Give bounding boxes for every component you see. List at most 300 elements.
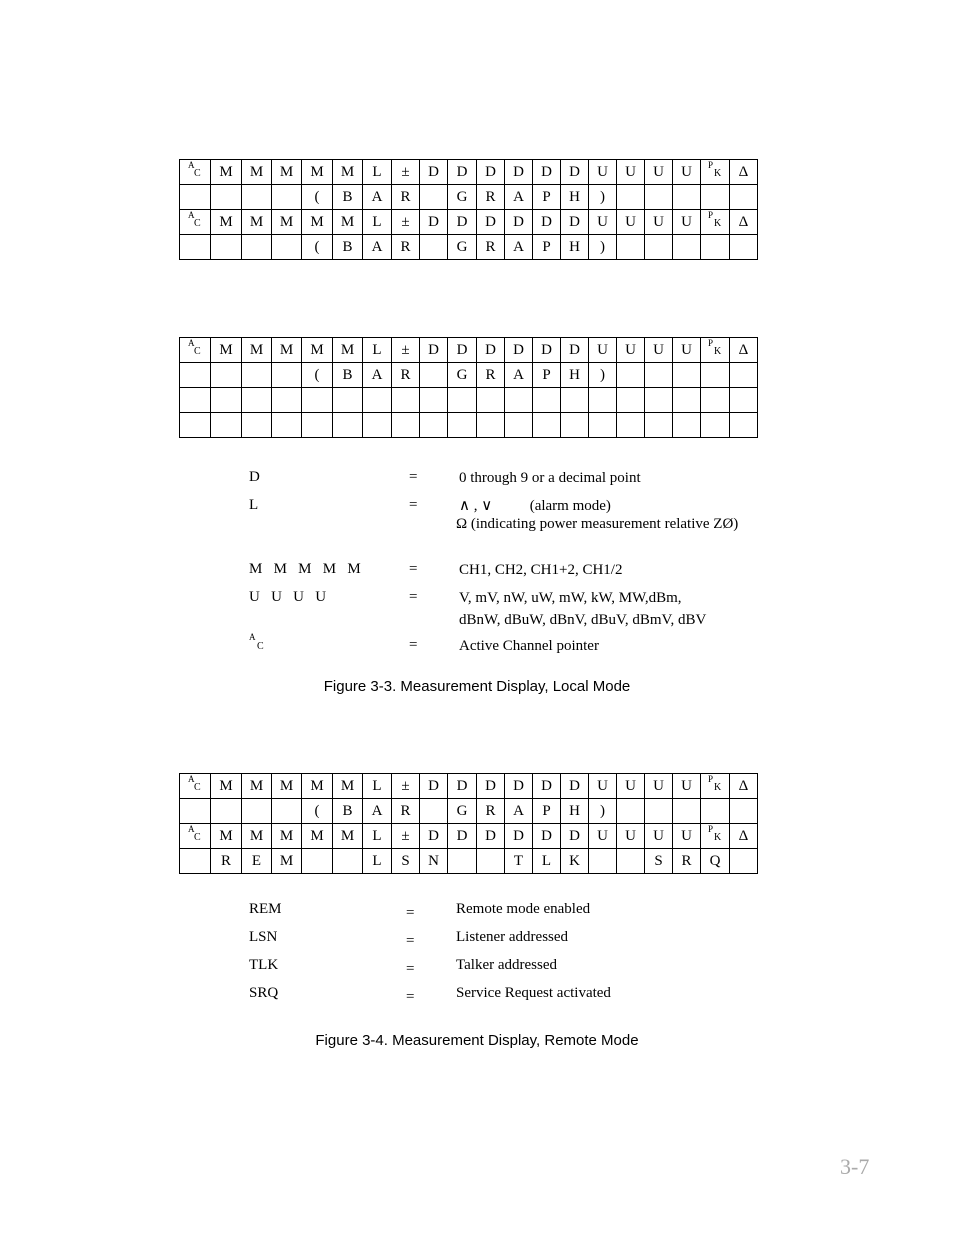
grid-cell: H <box>561 185 589 210</box>
grid-cell: M <box>333 210 363 235</box>
grid-cell: A <box>505 799 533 824</box>
grid-row <box>180 235 758 260</box>
grid-cell: U <box>617 160 645 185</box>
grid-cell: D <box>561 824 589 849</box>
grid-cell: Δ <box>730 338 758 363</box>
grid-cell: D <box>477 774 505 799</box>
grid-cell: A <box>505 363 533 388</box>
grid-cell: M <box>242 210 272 235</box>
legend-value: Listener addressed <box>456 929 569 945</box>
display-table-2 <box>179 337 758 438</box>
grid-cell <box>701 413 730 438</box>
grid-cell: ± <box>392 774 420 799</box>
grid-cell: U <box>589 210 617 235</box>
grid-cell: ) <box>589 185 617 210</box>
grid-cell <box>242 235 272 260</box>
legend-key: REM <box>249 901 282 917</box>
grid-cell: ( <box>302 235 333 260</box>
grid-cell <box>180 363 211 388</box>
grid-cell <box>589 388 617 413</box>
legend-value: Active Channel pointer <box>459 638 599 654</box>
grid-row <box>180 849 758 874</box>
grid-cell: M <box>333 824 363 849</box>
grid-cell <box>242 413 272 438</box>
grid-cell <box>701 235 730 260</box>
grid-cell: D <box>505 774 533 799</box>
peak-symbol: P K <box>708 774 722 793</box>
grid-cell: D <box>533 210 561 235</box>
grid-cell <box>617 235 645 260</box>
grid-cell <box>272 363 302 388</box>
grid-cell <box>180 774 211 799</box>
grid-cell <box>505 388 533 413</box>
legend-key: LSN <box>249 929 278 945</box>
grid-row <box>180 413 758 438</box>
grid-cell <box>420 388 448 413</box>
grid-cell: P <box>533 799 561 824</box>
grid-row <box>180 363 758 388</box>
grid-cell: M <box>302 160 333 185</box>
legend-key-ac: A C <box>249 632 264 652</box>
grid-cell: D <box>420 338 448 363</box>
grid-cell <box>211 185 242 210</box>
grid-cell <box>701 185 730 210</box>
grid-cell <box>645 363 673 388</box>
grid-cell: M <box>333 774 363 799</box>
grid-cell: N <box>420 849 448 874</box>
grid-cell: U <box>617 210 645 235</box>
grid-cell <box>645 388 673 413</box>
legend-value: Remote mode enabled <box>456 901 591 917</box>
grid-cell: D <box>505 210 533 235</box>
grid-cell <box>302 849 333 874</box>
grid-cell <box>180 799 211 824</box>
grid-cell: M <box>302 824 333 849</box>
grid-cell <box>333 849 363 874</box>
grid-cell <box>420 799 448 824</box>
grid-cell: K <box>561 849 589 874</box>
grid-cell: G <box>448 185 477 210</box>
grid-cell: R <box>477 363 505 388</box>
grid-row <box>180 160 758 185</box>
grid-cell <box>272 388 302 413</box>
grid-cell <box>533 388 561 413</box>
grid-cell: L <box>363 338 392 363</box>
grid-cell <box>673 235 701 260</box>
grid-cell: M <box>272 160 302 185</box>
grid-cell <box>617 388 645 413</box>
grid-cell <box>363 413 392 438</box>
grid-cell: R <box>673 849 701 874</box>
grid-cell <box>180 413 211 438</box>
grid-cell: U <box>673 824 701 849</box>
grid-cell <box>645 185 673 210</box>
grid-cell <box>673 363 701 388</box>
grid-cell: D <box>477 824 505 849</box>
grid-cell: U <box>589 774 617 799</box>
grid-cell: U <box>617 338 645 363</box>
grid-cell: U <box>673 210 701 235</box>
grid-cell: Q <box>701 849 730 874</box>
peak-symbol: P K <box>708 338 722 357</box>
grid-cell <box>272 413 302 438</box>
grid-cell: M <box>272 338 302 363</box>
legend-key: U U U U <box>249 589 327 605</box>
grid-cell: D <box>477 338 505 363</box>
grid-cell: D <box>505 160 533 185</box>
legend-row-rem <box>249 901 749 921</box>
grid-row <box>180 185 758 210</box>
grid-cell <box>211 363 242 388</box>
grid-cell: M <box>242 824 272 849</box>
page-number: 3-7 <box>840 1154 870 1179</box>
grid-cell <box>589 849 617 874</box>
grid-cell: U <box>673 160 701 185</box>
grid-cell <box>180 824 211 849</box>
grid-cell: M <box>272 824 302 849</box>
grid-cell: B <box>333 799 363 824</box>
grid-cell: A <box>363 185 392 210</box>
grid-cell: B <box>333 235 363 260</box>
grid-cell <box>211 388 242 413</box>
grid-cell <box>302 388 333 413</box>
grid-cell <box>730 185 758 210</box>
grid-cell <box>617 363 645 388</box>
grid-cell <box>730 388 758 413</box>
grid-cell <box>180 338 211 363</box>
grid-cell <box>701 210 730 235</box>
grid-cell: Δ <box>730 160 758 185</box>
grid-cell: A <box>363 235 392 260</box>
grid-cell <box>333 413 363 438</box>
grid-cell: ± <box>392 338 420 363</box>
grid-cell: ) <box>589 235 617 260</box>
grid-cell <box>242 388 272 413</box>
grid-cell: D <box>448 774 477 799</box>
grid-cell: M <box>333 160 363 185</box>
grid-cell: R <box>392 235 420 260</box>
grid-cell <box>420 413 448 438</box>
legend-equals: = <box>409 589 418 605</box>
grid-cell: Δ <box>730 774 758 799</box>
legend-row-srq <box>249 985 749 1005</box>
grid-cell <box>211 413 242 438</box>
grid-cell: A <box>505 185 533 210</box>
legend-key: SRQ <box>249 985 279 1001</box>
grid-cell: ( <box>302 363 333 388</box>
grid-cell: R <box>392 185 420 210</box>
grid-cell: M <box>242 774 272 799</box>
legend-equals: = <box>409 637 418 653</box>
grid-cell: L <box>363 160 392 185</box>
grid-cell: M <box>272 210 302 235</box>
active-channel-symbol: A C <box>188 338 201 357</box>
grid-cell: D <box>477 210 505 235</box>
grid-cell <box>272 235 302 260</box>
grid-cell: R <box>477 185 505 210</box>
grid-cell <box>730 849 758 874</box>
grid-row <box>180 338 758 363</box>
grid-row <box>180 774 758 799</box>
legend-key: L <box>249 497 259 513</box>
grid-cell: R <box>477 799 505 824</box>
legend-key: D <box>249 469 260 485</box>
grid-cell <box>392 388 420 413</box>
grid-cell: U <box>645 774 673 799</box>
grid-cell <box>363 388 392 413</box>
grid-cell <box>617 413 645 438</box>
grid-cell: H <box>561 235 589 260</box>
grid-cell: D <box>448 210 477 235</box>
grid-cell <box>477 849 505 874</box>
grid-cell: M <box>272 774 302 799</box>
grid-cell <box>211 235 242 260</box>
grid-cell: B <box>333 363 363 388</box>
grid-cell: T <box>505 849 533 874</box>
figure-caption-local: Figure 3-3. Measurement Display, Local Mode <box>323 678 631 695</box>
grid-cell: R <box>392 799 420 824</box>
active-channel-symbol: A C <box>188 210 201 229</box>
legend-value: Talker addressed <box>456 957 557 973</box>
grid-cell: H <box>561 799 589 824</box>
legend-equals: = <box>406 905 415 921</box>
grid-cell: E <box>242 849 272 874</box>
grid-cell: Δ <box>730 824 758 849</box>
legend-value: ∧ , ∨ (alarm mode) <box>459 498 611 514</box>
legend-key: M M M M M <box>249 561 361 577</box>
grid-cell: ( <box>302 185 333 210</box>
grid-cell: D <box>561 338 589 363</box>
grid-cell: D <box>477 160 505 185</box>
peak-symbol: P K <box>708 210 722 229</box>
grid-cell: L <box>363 849 392 874</box>
grid-cell: M <box>242 160 272 185</box>
grid-cell: S <box>392 849 420 874</box>
grid-cell: ± <box>392 160 420 185</box>
grid-cell: R <box>392 363 420 388</box>
grid-cell: M <box>272 849 302 874</box>
grid-cell <box>617 799 645 824</box>
legend-equals: = <box>409 469 418 485</box>
legend-equals: = <box>409 561 418 577</box>
grid-cell: M <box>333 338 363 363</box>
legend-row-tlk <box>249 957 749 977</box>
grid-cell <box>701 774 730 799</box>
grid-cell: A <box>363 799 392 824</box>
grid-cell: D <box>533 774 561 799</box>
grid-cell <box>589 413 617 438</box>
grid-cell <box>477 388 505 413</box>
grid-cell: D <box>533 824 561 849</box>
grid-cell: ± <box>392 210 420 235</box>
active-channel-symbol: A C <box>188 160 201 179</box>
grid-cell: M <box>211 160 242 185</box>
grid-cell: D <box>505 824 533 849</box>
legend-value-2: Ω (indicating power measurement relative ZØ) <box>456 516 739 532</box>
grid-cell <box>645 799 673 824</box>
grid-cell: D <box>505 338 533 363</box>
grid-cell: M <box>302 210 333 235</box>
grid-cell: ± <box>392 824 420 849</box>
grid-cell <box>180 849 211 874</box>
grid-cell: H <box>561 363 589 388</box>
grid-cell <box>701 824 730 849</box>
grid-cell <box>420 363 448 388</box>
grid-row <box>180 388 758 413</box>
grid-cell: D <box>533 160 561 185</box>
grid-cell: S <box>645 849 673 874</box>
grid-cell <box>617 185 645 210</box>
grid-cell <box>272 185 302 210</box>
legend-value: CH1, CH2, CH1+2, CH1/2 <box>459 562 623 578</box>
legend-value-2: dBnW, dBuW, dBnV, dBuV, dBmV, dBV <box>459 612 707 628</box>
grid-cell <box>505 413 533 438</box>
grid-cell: U <box>589 824 617 849</box>
grid-cell: B <box>333 185 363 210</box>
grid-cell <box>272 799 302 824</box>
grid-cell: ) <box>589 799 617 824</box>
grid-cell: A <box>363 363 392 388</box>
grid-cell: M <box>242 338 272 363</box>
grid-cell: P <box>533 363 561 388</box>
grid-cell <box>701 338 730 363</box>
grid-cell: M <box>211 824 242 849</box>
grid-cell: U <box>617 774 645 799</box>
grid-cell <box>242 185 272 210</box>
grid-cell: P <box>533 185 561 210</box>
legend-value: Service Request activated <box>456 985 611 1001</box>
grid-row <box>180 210 758 235</box>
grid-cell <box>180 185 211 210</box>
grid-cell: M <box>302 774 333 799</box>
peak-symbol: P K <box>708 160 722 179</box>
grid-cell: U <box>673 338 701 363</box>
grid-cell <box>448 849 477 874</box>
active-channel-symbol: A C <box>188 824 201 843</box>
grid-cell <box>420 235 448 260</box>
grid-cell: R <box>211 849 242 874</box>
grid-cell <box>701 363 730 388</box>
grid-cell: U <box>645 338 673 363</box>
legend-equals: = <box>406 961 415 977</box>
grid-cell <box>211 799 242 824</box>
grid-cell <box>617 849 645 874</box>
grid-cell <box>701 799 730 824</box>
grid-cell: A <box>505 235 533 260</box>
grid-cell <box>242 799 272 824</box>
grid-cell <box>673 413 701 438</box>
grid-cell: D <box>448 338 477 363</box>
grid-cell: U <box>645 824 673 849</box>
grid-cell: U <box>617 824 645 849</box>
grid-cell <box>302 413 333 438</box>
grid-cell: L <box>363 824 392 849</box>
grid-cell: D <box>448 160 477 185</box>
grid-cell: D <box>420 210 448 235</box>
grid-cell <box>242 363 272 388</box>
grid-cell: L <box>363 774 392 799</box>
legend-row-lsn <box>249 929 749 949</box>
grid-cell: D <box>420 824 448 849</box>
grid-cell: D <box>420 774 448 799</box>
grid-cell: U <box>645 160 673 185</box>
legend-equals: = <box>406 933 415 949</box>
grid-cell <box>448 388 477 413</box>
legend-equals: = <box>409 497 418 513</box>
grid-cell: G <box>448 235 477 260</box>
grid-cell: L <box>533 849 561 874</box>
grid-cell: R <box>477 235 505 260</box>
grid-cell: M <box>211 774 242 799</box>
grid-cell: Δ <box>730 210 758 235</box>
grid-cell <box>730 235 758 260</box>
grid-cell <box>180 388 211 413</box>
grid-cell <box>533 413 561 438</box>
grid-cell <box>180 210 211 235</box>
legend-equals: = <box>406 989 415 1005</box>
display-table-3 <box>179 773 758 874</box>
grid-cell <box>561 388 589 413</box>
grid-cell: ) <box>589 363 617 388</box>
grid-cell <box>673 799 701 824</box>
grid-cell: L <box>363 210 392 235</box>
grid-cell: D <box>420 160 448 185</box>
grid-cell <box>645 235 673 260</box>
grid-cell: M <box>211 210 242 235</box>
grid-cell <box>180 235 211 260</box>
peak-symbol: P K <box>708 824 722 843</box>
grid-cell: D <box>533 338 561 363</box>
grid-cell: D <box>448 824 477 849</box>
legend-value: V, mV, nW, uW, mW, kW, MW,dBm, <box>459 590 682 606</box>
grid-cell <box>701 388 730 413</box>
grid-cell <box>477 413 505 438</box>
grid-cell <box>730 799 758 824</box>
grid-cell <box>561 413 589 438</box>
grid-cell: D <box>561 210 589 235</box>
grid-cell: G <box>448 363 477 388</box>
grid-cell: U <box>589 160 617 185</box>
grid-cell <box>730 363 758 388</box>
grid-cell: D <box>561 774 589 799</box>
grid-cell: G <box>448 799 477 824</box>
grid-cell: U <box>673 774 701 799</box>
grid-cell <box>392 413 420 438</box>
grid-cell <box>673 185 701 210</box>
grid-cell: D <box>561 160 589 185</box>
grid-row <box>180 824 758 849</box>
grid-cell: U <box>645 210 673 235</box>
grid-cell <box>701 160 730 185</box>
display-table-1 <box>179 159 758 260</box>
grid-cell <box>420 185 448 210</box>
grid-cell <box>673 388 701 413</box>
grid-row <box>180 799 758 824</box>
grid-cell: M <box>211 338 242 363</box>
grid-cell <box>730 413 758 438</box>
grid-cell: P <box>533 235 561 260</box>
grid-cell <box>333 388 363 413</box>
active-channel-symbol: A C <box>188 774 201 793</box>
legend-key: TLK <box>249 957 279 973</box>
grid-cell <box>448 413 477 438</box>
grid-cell <box>645 413 673 438</box>
grid-cell: U <box>589 338 617 363</box>
figure-caption-remote: Figure 3-4. Measurement Display, Remote Mode <box>315 1032 639 1049</box>
legend-value: 0 through 9 or a decimal point <box>459 470 641 486</box>
grid-cell: ( <box>302 799 333 824</box>
grid-cell: M <box>302 338 333 363</box>
